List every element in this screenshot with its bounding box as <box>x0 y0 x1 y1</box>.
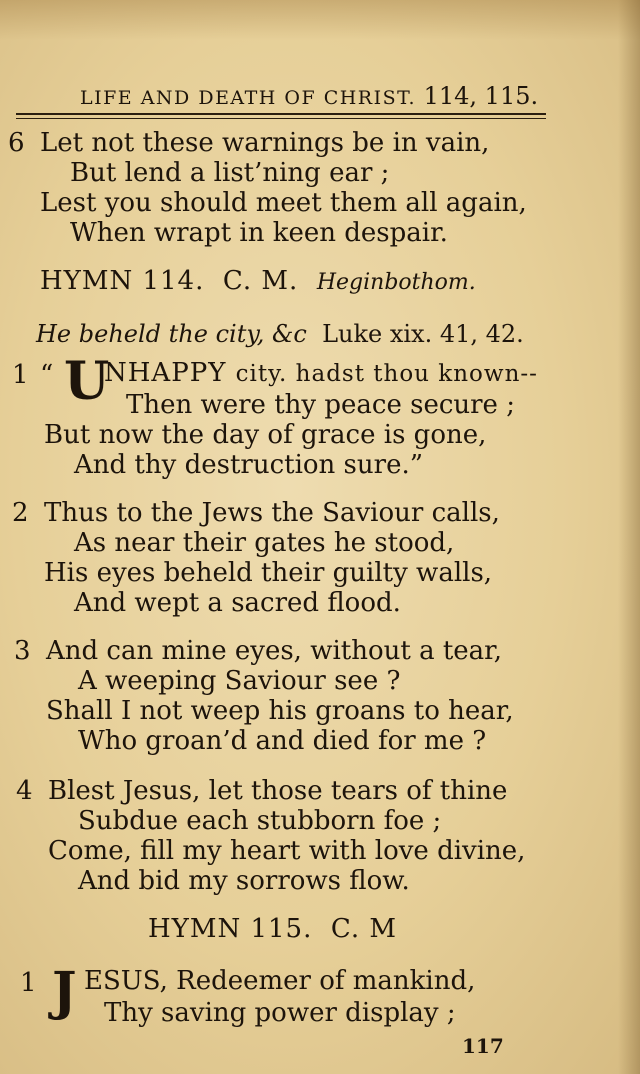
verse-line-first <box>104 358 538 388</box>
hymn-title: HYMN 115. <box>148 914 313 944</box>
page-number: 117 <box>462 1034 504 1058</box>
header-rule-thin <box>16 118 546 119</box>
verse-number: 1 <box>20 968 37 998</box>
verse-number: 6 <box>8 128 25 158</box>
verse-line: Who groan’d and died for me ? <box>78 726 487 756</box>
header-hymn-numbers: 114, 115. <box>423 82 539 110</box>
drop-cap: U <box>64 351 110 412</box>
verse-line: Thy saving power display ; <box>104 998 456 1028</box>
verse-number: 4 <box>16 776 33 806</box>
verse-line: Lest you should meet them all again, <box>40 188 527 218</box>
verse-line: When wrapt in keen despair. <box>70 218 448 248</box>
verse-line: Shall I not weep his groans to hear, <box>46 696 514 726</box>
scripture-reference: Luke xix. 41, 42. <box>322 320 524 348</box>
verse-line: Thus to the Jews the Saviour calls, <box>44 498 500 528</box>
hymn-subtitle: He beheld the city, &c <box>36 320 307 348</box>
verse-line: His eyes beheld their guilty walls, <box>44 558 493 588</box>
verse-line: As near their gates he stood, <box>74 528 455 558</box>
verse-line: Then were thy peace secure ; <box>126 390 515 420</box>
first-word-rest: NHAPPY <box>104 358 227 388</box>
verse-line: And bid my sorrows flow. <box>78 866 410 896</box>
verse-line: And can mine eyes, without a tear, <box>46 636 503 666</box>
hymn-meter: C. M <box>330 914 398 944</box>
running-header <box>80 82 538 110</box>
header-rule <box>16 113 546 115</box>
first-line-tail: city. hadst thou known-- <box>235 361 538 387</box>
verse-line: But now the day of grace is gone, <box>44 420 487 450</box>
hymn-subtitle-line <box>36 320 524 348</box>
verse-line-first: ESUS, Redeemer of mankind, <box>84 966 476 996</box>
verse-line: Let not these warnings be in vain, <box>40 128 490 158</box>
hymn-meter: C. M. <box>222 266 299 296</box>
hymn-heading <box>40 266 476 296</box>
verse-number: 3 <box>14 636 31 666</box>
verse-line: A weeping Saviour see ? <box>78 666 401 696</box>
verse-number: 1 <box>12 360 29 390</box>
verse-line: Blest Jesus, let those tears of thine <box>48 776 508 806</box>
running-title: LIFE AND DEATH OF CHRIST. <box>80 87 417 109</box>
verse-line: Come, fill my heart with love divine, <box>48 836 526 866</box>
verse-line: And wept a sacred flood. <box>74 588 401 618</box>
hymn-author: Heginbothom. <box>316 270 476 295</box>
page-shadow-top <box>0 0 640 40</box>
verse-line: And thy destruction sure.” <box>74 450 424 480</box>
verse-line: Subdue each stubborn foe ; <box>78 806 442 836</box>
verse-line: But lend a list’ning ear ; <box>70 158 390 188</box>
drop-cap: J <box>52 961 77 1022</box>
verse-number: 2 <box>12 498 29 528</box>
hymn-heading <box>148 914 397 944</box>
hymn-title: HYMN 114. <box>40 266 205 296</box>
open-quote: “ <box>40 360 54 390</box>
page-shadow-right <box>618 0 640 1074</box>
